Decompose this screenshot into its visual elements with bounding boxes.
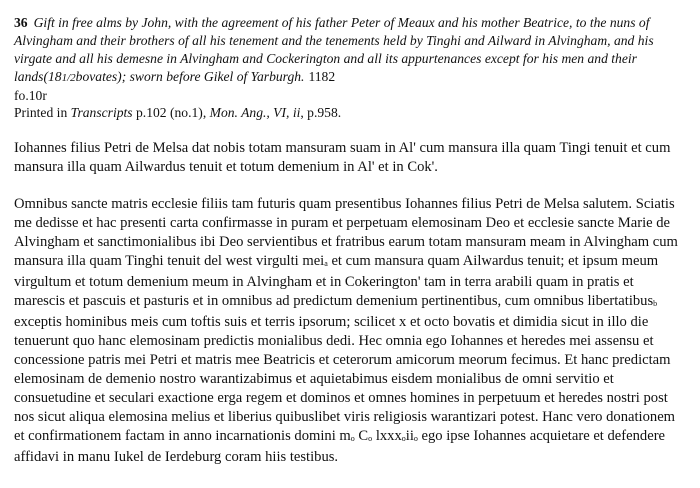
footnote-b: b: [653, 299, 658, 308]
charter-part-2: et cum mansura quam Ailwardus tenuit; et ipsum meum virgultum et totum demenium meum in Alvingham et in Cokerington' tam in terra arabili quam in pratis et marescis et pascuis et pasturis et in omnibus ad predictum demenium pertinentibus, cum omnibus libertatibus: [14, 253, 659, 309]
printed-tail: , p.958.: [300, 105, 342, 120]
charter-part-4: C: [354, 428, 369, 444]
superscript-ii: o: [413, 434, 418, 443]
printed-mid: p.102 (no.1),: [132, 105, 210, 120]
summary-fraction: 1/2: [61, 72, 76, 84]
entry-number: 36: [14, 15, 28, 30]
printed-monang: Mon. Ang., VI, ii: [209, 105, 301, 120]
footnote-a: a: [324, 259, 328, 268]
folio-reference: fo.10r: [14, 88, 47, 103]
charter-part-7: ego ipse Iohannes acquietare et defendere affidavi in manu Iukel de Ierdeburg coram hiis testibus.: [14, 428, 666, 465]
superscript-lxxx: o: [401, 434, 406, 443]
printed-prefix: Printed in: [14, 105, 71, 120]
charter-part-6: ii: [405, 428, 414, 444]
entry-heading: [14, 14, 686, 87]
charter-part-1: Omnibus sancte matris ecclesie filiis tam futuris quam presentibus Iohannes filius Petri de Melsa salutem. Sciatis me dedisse et hac presenti carta confirmasse in puram et perpetuam elemosinam Deo et ecclesie sancte Marie de Alvingham et sanctimonialibus ibi Deo servientibus et fratribus earum totam mansuram meam in Alvingham cum mansura illa quam Tinghi tenuit del west virgulti mei: [14, 196, 678, 269]
superscript-m: o: [350, 434, 355, 443]
summary-tail: bovates); sworn before Gikel of Yarburgh.: [75, 69, 305, 84]
superscript-c: o: [368, 434, 373, 443]
entry-date: 1182: [308, 69, 336, 84]
printed-reference: [14, 104, 686, 121]
note-paragraph: Iohannes filius Petri de Melsa dat nobis totam mansuram suam in Al' cum mansura illa quam Tingi tenuit et cum mansura illa quam Ailwardus tenuit et totum demenium in Al' et in Cok'.: [14, 140, 671, 175]
summary-text: Gift in free alms by John, with the agreement of his father Peter of Meaux and his mother Beatrice, to the nuns of Alvingham and their brothers of all his tenement and the tenements held by Tinghi and Ailward in Alvingham, and his virgate and all his demesne in Alvingham and Cockerington and all its appurtenances except for his men and their lands(18: [14, 15, 654, 84]
charter-part-5: lxxx: [372, 428, 402, 444]
printed-transcripts: Transcripts: [70, 105, 133, 120]
charter-text: [14, 195, 686, 467]
charter-part-3: exceptis hominibus meis cum toftis suis et terris ipsorum; scilicet x et octo bovatis et dimidia sicut in illo die tenuerunt quo hanc elemosinam predictis monialibus dedi. Hec omnia ego Iohannes et heredes mei assensu et concessione patris mei Petri et matris mee Beatricis et ceterorum amicorum meorum fecimus. Et hanc predictam elemosinam de demenio nostro warantizabimus et aquietabimus eisdem monialibus de omni servitio et consuetudine et seculari exactione erga regem et dominos et omnes homines in perpetuum et heredes nostri post nos sicut aliqua elemosina melius et liberius quibuslibet viris religiosis warantizari potest. Hanc vero donationem et confirmationem factam in anno incarnationis domini m: [14, 314, 676, 444]
